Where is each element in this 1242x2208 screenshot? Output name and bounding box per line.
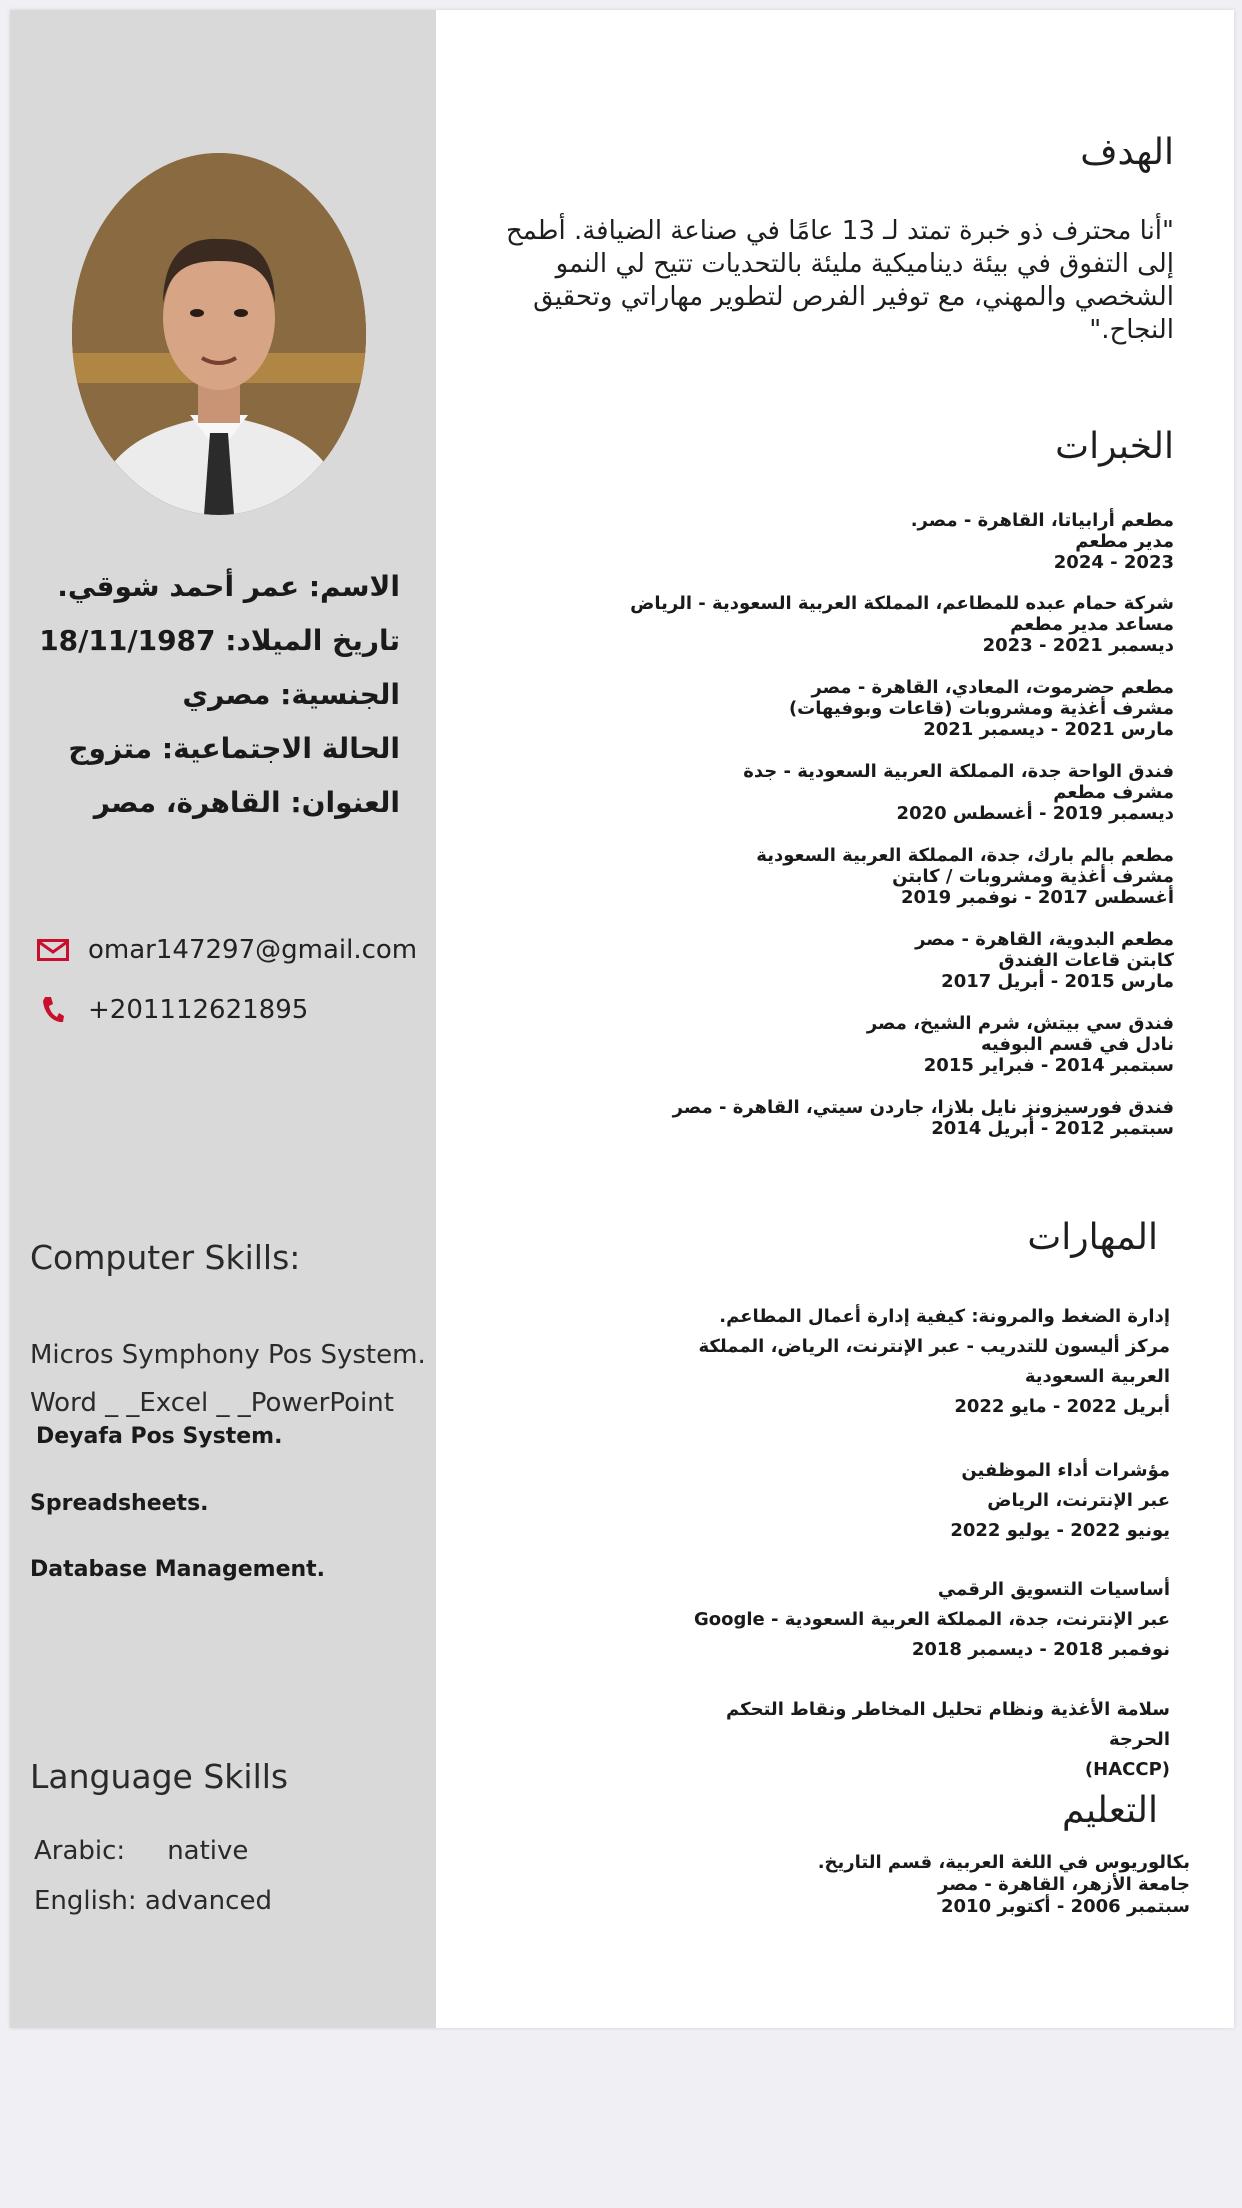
skill-item: مؤشرات أداء الموظفين عبر الإنترنت، الرياض يونيو 2022 - يوليو 2022 (950, 1460, 1170, 1541)
info-address: العنوان: القاهرة، مصر (93, 786, 400, 819)
experience-item: فندق سي بيتش، شرم الشيخ، مصر نادل في قسم البوفيه سبتمبر 2014 - فبراير 2015 (866, 1013, 1174, 1076)
resume-page (10, 10, 1234, 2028)
info-marital-status: الحالة الاجتماعية: متزوج (68, 732, 400, 765)
objective-title: الهدف (1080, 132, 1174, 173)
language-item (34, 1886, 272, 1916)
computer-skills-title: Computer Skills: (30, 1238, 301, 1277)
experience-title: الخبرات (1055, 426, 1174, 467)
experience-item: فندق فورسيزونز نايل بلازا، جاردن سيتي، القاهرة - مصر سبتمبر 2012 - أبريل 2014 (672, 1097, 1174, 1139)
skill-item: أساسيات التسويق الرقمي عبر الإنترنت، جدة، المملكة العربية السعودية - Google نوفمبر 2018 - ديسمبر 2018 (693, 1579, 1170, 1660)
phone-icon (36, 995, 70, 1025)
education-title: التعليم (1062, 1790, 1158, 1831)
main-content (436, 10, 1234, 2028)
email-icon (36, 935, 70, 965)
language-name: English: (34, 1886, 137, 1916)
language-level: native (167, 1836, 249, 1866)
skill-item: سلامة الأغذية ونظام تحليل المخاطر ونقاط التحكم الحرجة (HACCP) (726, 1699, 1170, 1780)
email-text[interactable]: omar147297@gmail.com (88, 935, 418, 965)
info-birthdate: تاريخ الميلاد: 18/11/1987 (39, 624, 400, 657)
phone-text[interactable]: +201112621895 (88, 995, 309, 1025)
language-name: Arabic: (34, 1836, 126, 1866)
experience-item: مطعم أرابياتا، القاهرة - مصر. مدير مطعم 2023 - 2024 (910, 510, 1174, 573)
info-name: الاسم: عمر أحمد شوقي. (57, 570, 400, 603)
experience-item: فندق الواحة جدة، المملكة العربية السعودية - جدة مشرف مطعم ديسمبر 2019 - أغسطس 2020 (743, 761, 1174, 824)
computer-skill-bold: Deyafa Pos System. (36, 1424, 283, 1449)
computer-skill-bold: Spreadsheets. (30, 1491, 209, 1516)
computer-skill-bold: Database Management. (30, 1557, 326, 1582)
language-level: advanced (144, 1886, 272, 1916)
language-item (34, 1836, 248, 1866)
computer-skill: Word _ _Excel _ _PowerPoint (30, 1388, 394, 1418)
objective-text: "أنا محترف ذو خبرة تمتد لـ 13 عامًا في صناعة الضيافة. أطمح إلى التفوق في بيئة ديناميكية مليئة بالتحديات تتيح لي النمو الشخصي والمهني، مع توفير الفرص لتطوير مهاراتي وتحقيق النجاح." (505, 216, 1174, 345)
experience-item: مطعم حضرموت، المعادي، القاهرة - مصر مشرف أغذية ومشروبات (قاعات وبوفيهات) مارس 2021 - ديسمبر 2021 (788, 677, 1174, 740)
experience-item: شركة حمام عبده للمطاعم، المملكة العربية السعودية - الرياض مساعد مدير مطعم ديسمبر 2021 - 2023 (630, 593, 1174, 656)
education-item: بكالوريوس في اللغة العربية، قسم التاريخ. جامعة الأزهر، القاهرة - مصر سبتمبر 2006 - أكتوبر 2010 (817, 1852, 1190, 1917)
experience-item: مطعم بالم بارك، جدة، المملكة العربية السعودية مشرف أغذية ومشروبات / كابتن أغسطس 2017 - نوفمبر 2019 (756, 845, 1174, 908)
computer-skill: Micros Symphony Pos System. (30, 1340, 426, 1370)
language-skills-title: Language Skills (30, 1757, 289, 1796)
profile-photo (72, 153, 366, 515)
skills-title: المهارات (1027, 1217, 1158, 1258)
sidebar (10, 10, 436, 2028)
personal-info (10, 560, 400, 830)
contact-phone[interactable] (36, 995, 426, 1025)
contact-email[interactable] (36, 935, 426, 965)
skill-item: إدارة الضغط والمرونة: كيفية إدارة أعمال المطاعم. مركز أليسون للتدريب - عبر الإنترنت، الرياض، المملكة العربية السعودية أبريل 2022 - مايو 2022 (698, 1306, 1170, 1417)
info-nationality: الجنسية: مصري (182, 678, 400, 711)
experience-item: مطعم البدوية، القاهرة - مصر كابتن قاعات الفندق مارس 2015 - أبريل 2017 (915, 929, 1174, 992)
